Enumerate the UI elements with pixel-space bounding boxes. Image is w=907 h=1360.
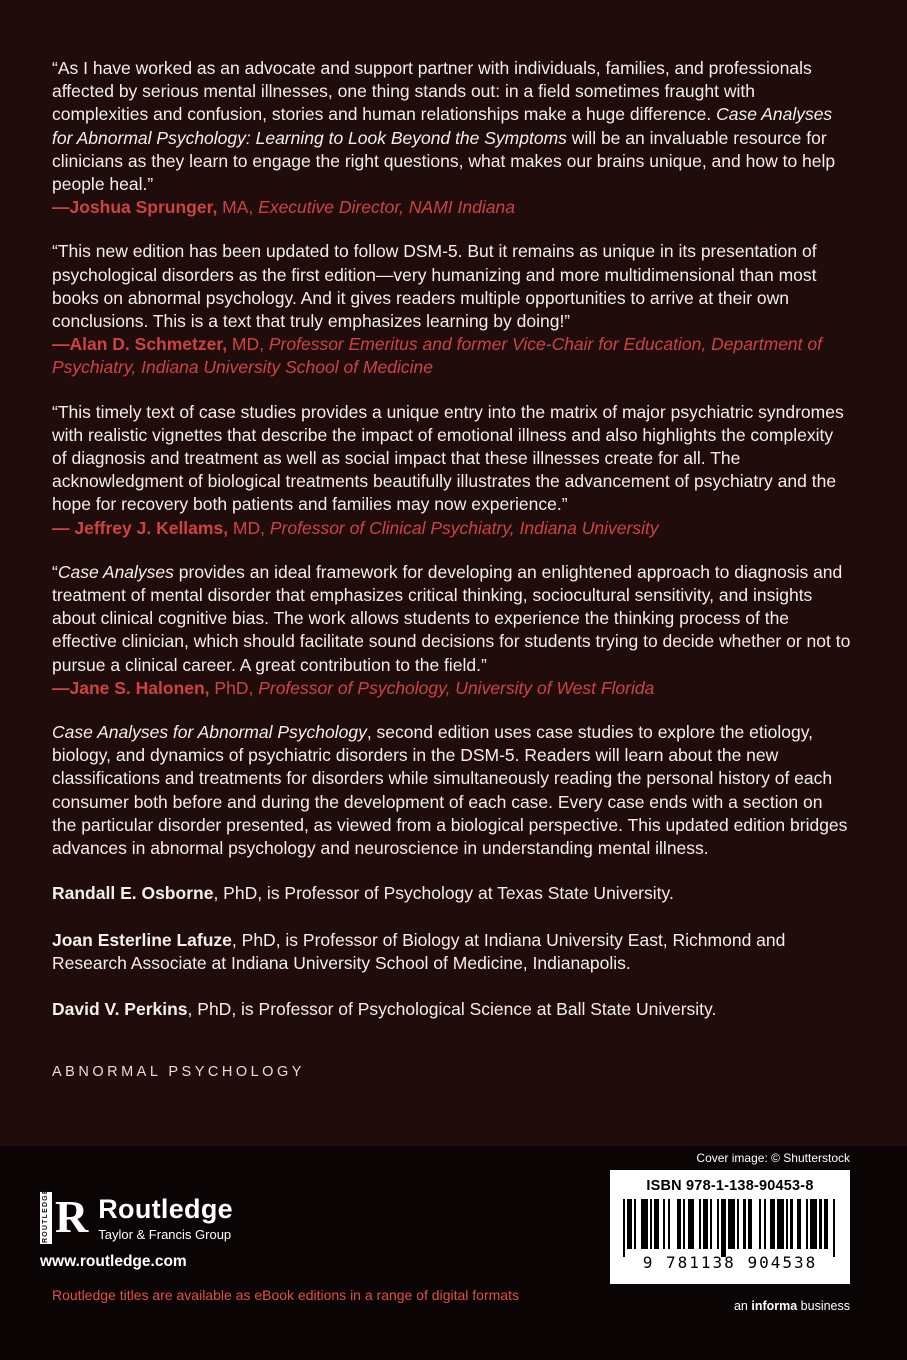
quote-text <box>52 57 851 196</box>
author-name: Randall E. Osborne <box>52 883 214 904</box>
cover-image-credit: Cover image: © Shutterstock <box>696 1151 850 1165</box>
endorser-name: — Jeffrey J. Kellams, <box>52 517 229 538</box>
book-title-italic: Case Analyses for Abnormal Psychology <box>52 722 367 743</box>
author-name: Joan Esterline Lafuze <box>52 929 232 950</box>
quote-attribution <box>52 333 851 379</box>
routledge-logo-icon <box>40 1188 89 1244</box>
routledge-vertical-text: ROUTLEDGE <box>40 1192 52 1244</box>
book-title-italic: Case Analyses for Abnormal Psychology: Learning to Look Beyond the Symptoms <box>52 104 833 148</box>
author-name: David V. Perkins <box>52 998 188 1019</box>
quote-run: provides an ideal framework for developing an enlightened approach to diagnosis and treatment of mental disorder that emphasizes critical thinking, sociocultural sensitivity, and insights about clinical cognitive bias. The work allows students to experience the thinking process of the effective clinician, which should facilitate sound decisions for students trying to decide whether or not to pursue a clinical career. A great contribution to the field.” <box>52 561 851 675</box>
endorsement-quote-4 <box>52 561 851 700</box>
informa-run: an <box>733 1299 752 1313</box>
quote-text: “This timely text of case studies provides a unique entry into the matrix of major psychiatric syndromes with realistic vignettes that describe the impact of emotional illness and also highlights the complexity of diagnosis and treatment as well as social impact that these illnesses create for all. The acknowledgment of biological treatments beautifully illustrates the advancement of psychiatry and the hope for recovery both patients and families may now experience.” <box>52 401 844 515</box>
endorser-name: —Joshua Sprunger, <box>52 197 218 218</box>
endorsement-quote-2 <box>52 240 851 379</box>
author-bio-text: , PhD, is Professor of Biology at Indiana University East, Richmond and Research Associate at Indiana University School of Medicine, Indianapolis. <box>52 929 786 973</box>
endorser-degree: PhD, <box>209 677 259 698</box>
endorser-degree: MA, <box>217 197 259 218</box>
quote-run: “ <box>52 561 58 582</box>
quote-attribution <box>52 517 851 540</box>
publisher-wordmark <box>98 1194 233 1242</box>
quote-text <box>52 561 851 677</box>
quote-attribution <box>52 196 851 219</box>
endorser-role: Professor Emeritus and former Vice-Chair for Education, Department of Psychiatry, Indiana University School of Medicine <box>52 334 822 378</box>
informa-run-bold: informa <box>751 1299 798 1313</box>
book-title-italic: Case Analyses <box>57 561 174 582</box>
endorsement-quote-3 <box>52 401 851 540</box>
informa-business-label <box>734 1299 850 1313</box>
endorser-role: Professor of Clinical Psychiatry, Indiana University <box>269 517 659 538</box>
publisher-tagline: Taylor & Francis Group <box>98 1227 232 1242</box>
author-bio-text: , PhD, is Professor of Psychology at Texas State University. <box>213 883 674 904</box>
routledge-r-mark: R <box>55 1191 89 1242</box>
isbn-barcode-block <box>610 1170 850 1284</box>
endorsement-quote-1 <box>52 57 851 219</box>
description-text: , second edition uses case studies to explore the etiology, biology, and dynamics of psychiatric disorders in the DSM-5. Readers will learn about the new classifications and treatments for disorders while simultaneously reading the personal history of each consumer both before and during the development of each case. Every case ends with a section on the particular disorder presented, as viewed from a biological perspective. This updated edition bridges advances in abnormal psychology and neuroscience in understanding mental illness. <box>52 722 848 859</box>
isbn-number: ISBN 978-1-138-90453-8 <box>646 1178 814 1194</box>
book-description <box>52 721 851 860</box>
endorser-degree: MD, <box>228 517 270 538</box>
publisher-url: www.routledge.com <box>40 1253 187 1270</box>
barcode <box>623 1199 837 1257</box>
endorser-name: —Alan D. Schmetzer, <box>52 334 228 355</box>
endorser-degree: MD, <box>227 334 269 355</box>
subject-category-label: ABNORMAL PSYCHOLOGY <box>52 1064 305 1081</box>
author-bio-text: , PhD, is Professor of Psychological Science at Ball State University. <box>187 998 717 1019</box>
ean-digits: 9 781138 904538 <box>642 1253 818 1272</box>
quote-run: will be an invaluable resource for clinicians as they learn to engage the right questions, what makes our brains unique, and how to help people heal.” <box>52 127 836 195</box>
endorser-role: Executive Director, NAMI Indiana <box>258 197 515 218</box>
author-bio-2 <box>52 929 851 975</box>
quote-run: “As I have worked as an advocate and support partner with individuals, families, and professionals affected by serious mental illnesses, one thing stands out: in a field sometimes fraught with complexities and confusion, stories and human relationships make a huge difference. <box>52 58 812 125</box>
publisher-name: Routledge <box>98 1194 233 1224</box>
informa-run: business <box>797 1299 850 1313</box>
cover-footer <box>0 1146 907 1360</box>
author-bio-3 <box>52 998 851 1021</box>
publisher-logo <box>40 1188 233 1244</box>
endorser-name: —Jane S. Halonen, <box>52 677 210 698</box>
quote-text: “This new edition has been updated to follow DSM-5. But it remains as unique in its presentation of psychological disorders as the first edition—very humanizing and more multidimensional than most books on abnormal psychology. And it gives readers multiple opportunities to arrive at their own conclusions. This is a text that truly emphasizes learning by doing!” <box>52 241 817 332</box>
quote-attribution <box>52 677 851 700</box>
author-bio-1 <box>52 882 851 905</box>
back-cover-content <box>52 57 851 1084</box>
ebook-availability-note: Routledge titles are available as eBook editions in a range of digital formats <box>52 1287 519 1303</box>
endorser-role: Professor of Psychology, University of West Florida <box>258 677 655 698</box>
